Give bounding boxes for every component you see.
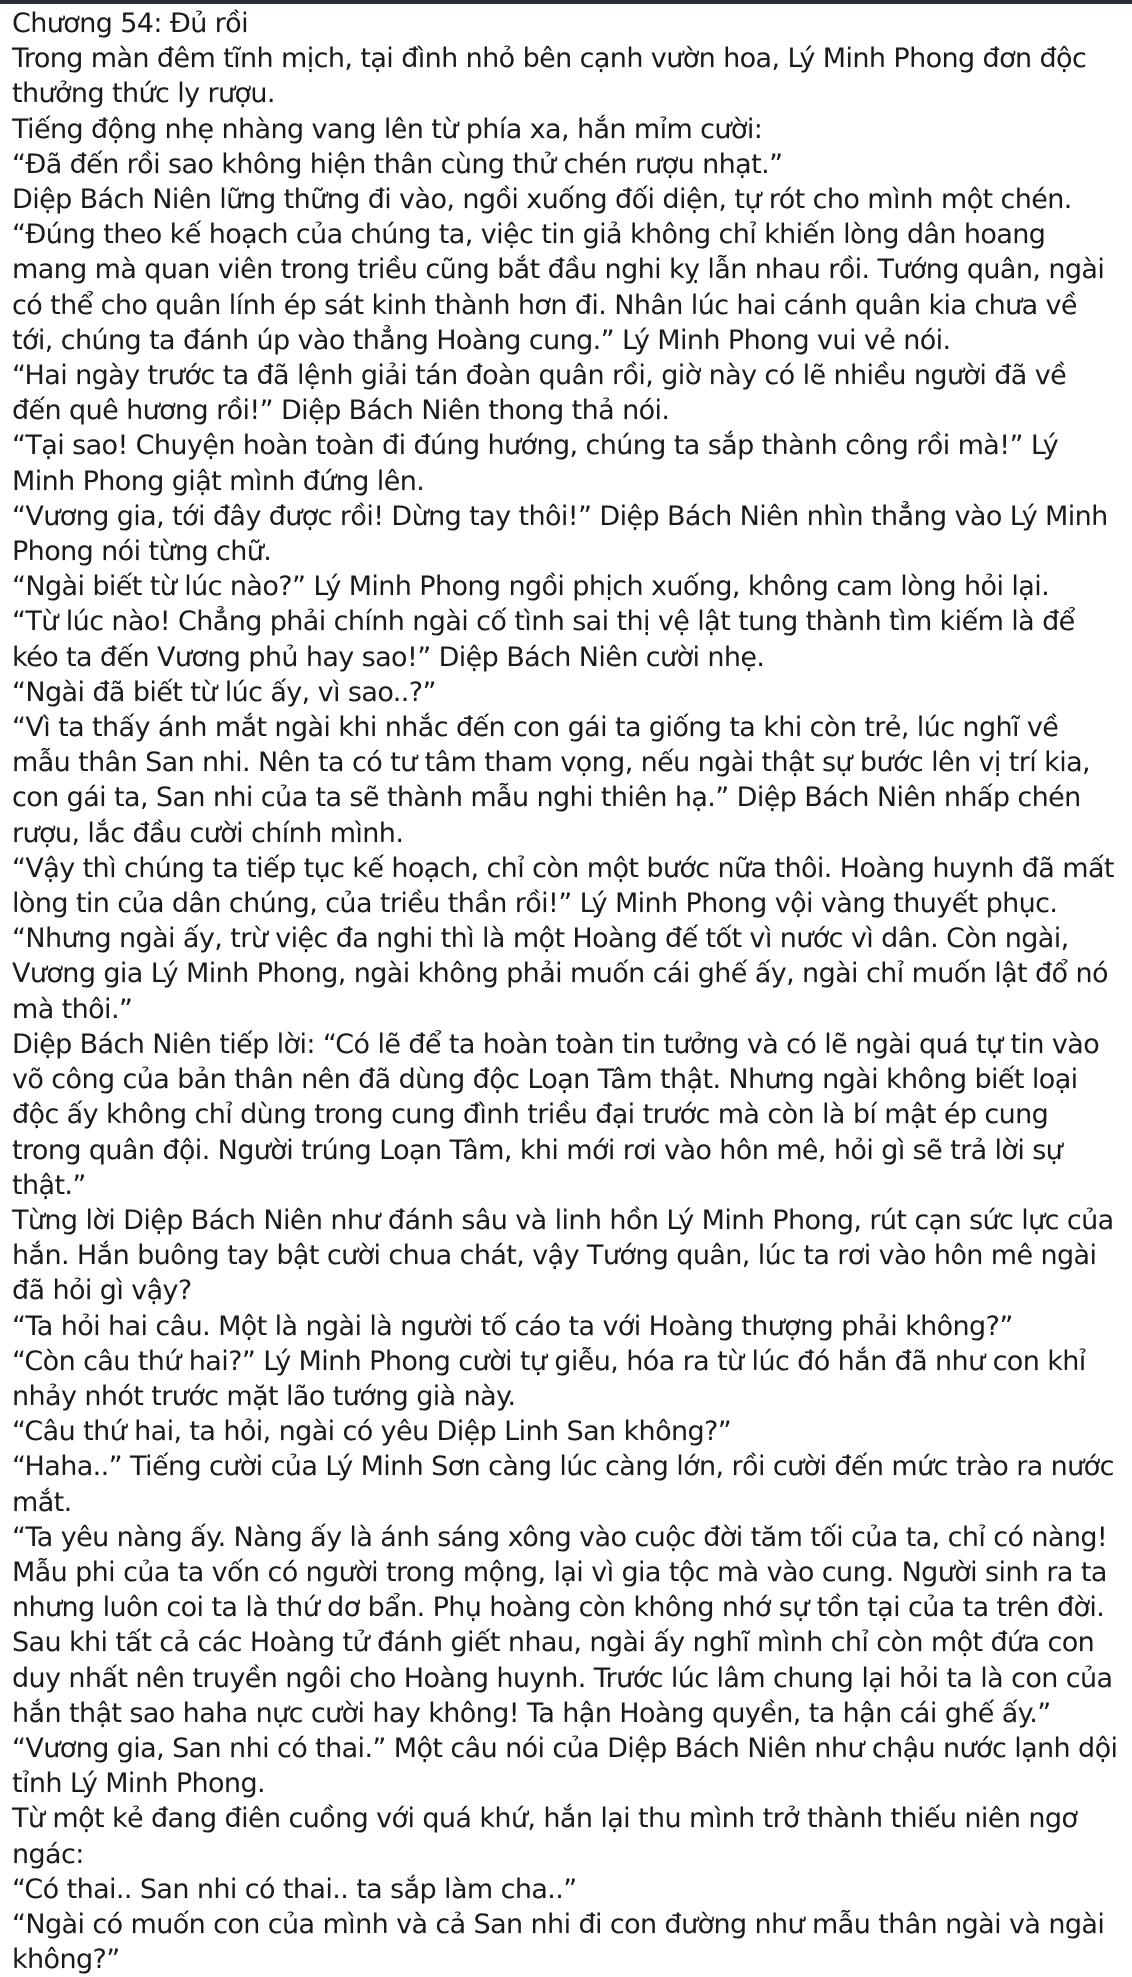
paragraph: “Có thai.. San nhi có thai.. ta sắp làm cha..” (12, 1873, 577, 1905)
paragraph: “Vương gia, San nhi có thai.” Một câu nói của Diệp Bách Niên như chậu nước lạnh dội tỉnh Lý Minh Phong. (12, 1732, 1118, 1800)
paragraph: “Ngài có muốn con của mình và cả San nhi đi con đường như mẫu thân ngài và ngài không?” (12, 1908, 1105, 1976)
paragraph: Trong màn đêm tĩnh mịch, tại đình nhỏ bên cạnh vườn hoa, Lý Minh Phong đơn độc thưởng thức ly rượu. (12, 43, 1087, 110)
paragraph: “Nhưng ngài ấy, trừ việc đa nghi thì là một Hoàng đế tốt vì nước vì dân. Còn ngài, Vương gia Lý Minh Phong, ngài không phải muốn cái ghế ấy, ngài chỉ muốn lật đổ nó mà thôi.” (12, 923, 1108, 1025)
paragraph: “Tại sao! Chuyện hoàn toàn đi đúng hướng, chúng ta sắp thành công rồi mà!” Lý Minh Phong giật mình đứng lên. (12, 430, 1059, 497)
paragraph: “Từ lúc nào! Chẳng phải chính ngài cố tình sai thị vệ lật tung thành tìm kiếm là để kéo ta đến Vương phủ hay sao!” Diệp Bách Niên cười nhẹ. (12, 606, 1075, 673)
paragraph: Từng lời Diệp Bách Niên như đánh sâu và linh hồn Lý Minh Phong, rút cạn sức lực của hắn. Hắn buông tay bật cười chua chát, vậy Tướng quân, lúc ta rơi vào hôn mê ngài đã hỏi gì vậy? (12, 1204, 1114, 1307)
paragraph: “Đã đến rồi sao không hiện thân cùng thử chén rượu nhạt.” (12, 148, 783, 180)
paragraph: Từ một kẻ đang điên cuồng với quá khứ, hắn lại thu mình trở thành thiếu niên ngơ ngác: (12, 1803, 1078, 1870)
paragraph: “Vì ta thấy ánh mắt ngài khi nhắc đến con gái ta giống ta khi còn trẻ, lúc nghĩ về mẫu thân San nhi. Nên ta có tư tâm tham vọng, nếu ngài thật sự bước lên vị trí kia, con gái ta, San nhi của ta sẽ thành mẫu nghi thiên hạ.” Diệp Bách Niên nhấp chén rượu, lắc đầu cười chính mình. (12, 712, 1091, 849)
paragraph: “Ngài đã biết từ lúc ấy, vì sao..?” (12, 676, 436, 708)
paragraph: “Ngài biết từ lúc nào?” Lý Minh Phong ngồi phịch xuống, không cam lòng hỏi lại. (12, 571, 1050, 603)
paragraph: “Haha..” Tiếng cười của Lý Minh Sơn càng lúc càng lớn, rồi cười đến mức trào ra nước mắt. (12, 1451, 1114, 1518)
chapter-text (0, 6, 1132, 1976)
paragraph: “Câu thứ hai, ta hỏi, ngài có yêu Diệp Linh San không?” (12, 1416, 732, 1448)
paragraph: “Đúng theo kế hoạch của chúng ta, việc tin giả không chỉ khiến lòng dân hoang mang mà quan viên trong triều cũng bắt đầu nghi kỵ lẫn nhau rồi. Tướng quân, ngài có thể cho quân lính ép sát kinh thành hơn đi. Nhân lúc hai cánh quân kia chưa về tới, chúng ta đánh úp vào thẳng Hoàng cung.” Lý Minh Phong vui vẻ nói. (12, 219, 1105, 356)
paragraph: Diệp Bách Niên tiếp lời: “Có lẽ để ta hoàn toàn tin tưởng và có lẽ ngài quá tự tin vào võ công của bản thân nên đã dùng độc Loạn Tâm thật. Nhưng ngài không biết loại độc ấy không chỉ dùng trong cung đình triều đại trước mà còn là bí mật ép cung trong quân đội. Người trúng Loạn Tâm, khi mới rơi vào hôn mê, hỏi gì sẽ trả lời sự thật.” (12, 1028, 1100, 1201)
paragraph: “Vậy thì chúng ta tiếp tục kế hoạch, chỉ còn một bước nữa thôi. Hoàng huynh đã mất lòng tin của dân chúng, của triều thần rồi!” Lý Minh Phong vội vàng thuyết phục. (12, 852, 1114, 920)
paragraph: “Ta yêu nàng ấy. Nàng ấy là ánh sáng xông vào cuộc đời tăm tối của ta, chỉ có nàng! Mẫu phi của ta vốn có người trong mộng, lại vì gia tộc mà vào cung. Người sinh ra ta nhưng luôn coi ta là thứ dơ bẩn. Phụ hoàng còn không nhớ sự tồn tại của ta trên đời. Sau khi tất cả các Hoàng tử đánh giết nhau, ngài ấy nghĩ mình chỉ còn một đứa con duy nhất nên truyền ngôi cho Hoàng huynh. Trước lúc lâm chung lại hỏi ta là con của hắn thật sao haha nực cười hay không! Ta hận Hoàng quyền, ta hận cái ghế ấy.” (12, 1521, 1113, 1729)
paragraph: “Ta hỏi hai câu. Một là ngài là người tố cáo ta với Hoàng thượng phải không?” (12, 1310, 1013, 1342)
paragraph: Diệp Bách Niên lững thững đi vào, ngồi xuống đối diện, tự rót cho mình một chén. (12, 184, 1072, 216)
paragraph: “Hai ngày trước ta đã lệnh giải tán đoàn quân rồi, giờ này có lẽ nhiều người đã về đến quê hương rồi!” Diệp Bách Niên thong thả nói. (12, 360, 1067, 427)
paragraph: “Còn câu thứ hai?” Lý Minh Phong cười tự giễu, hóa ra từ lúc đó hắn đã như con khỉ nhảy nhót trước mặt lão tướng già này. (12, 1345, 1086, 1412)
top-border (0, 0, 1132, 4)
paragraph: Tiếng động nhẹ nhàng vang lên từ phía xa, hắn mỉm cười: (12, 113, 763, 145)
chapter-title: Chương 54: Đủ rồi (12, 8, 249, 39)
paragraph: “Vương gia, tới đây được rồi! Dừng tay thôi!” Diệp Bách Niên nhìn thẳng vào Lý Minh Phong nói từng chữ. (12, 500, 1108, 568)
